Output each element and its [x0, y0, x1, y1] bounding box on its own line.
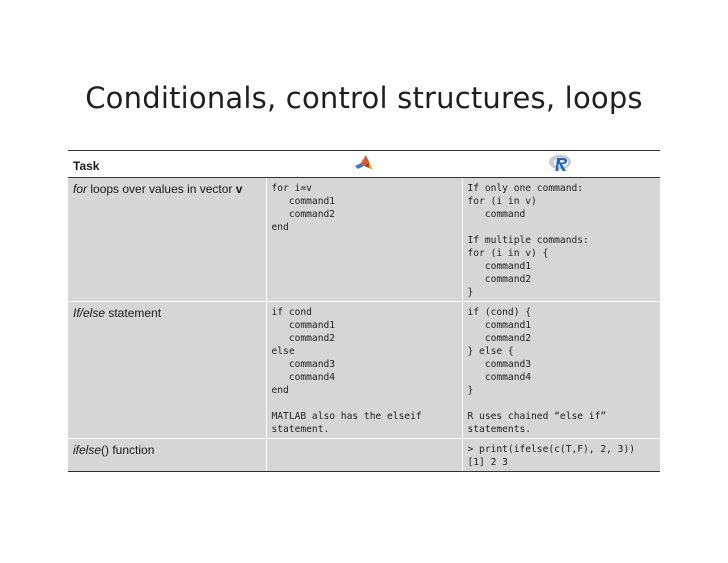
matlab-code-cell: for i=v command1 command2 end: [266, 178, 462, 302]
task-cell: ifelse() function: [68, 439, 266, 472]
table-row: [68, 302, 660, 439]
header-matlab: [266, 151, 462, 178]
matlab-code-cell: if cond command1 command2 else command3 command4 end MATLAB also has the elseif statement.: [266, 302, 462, 439]
comparison-table: [68, 150, 660, 472]
r-logo-icon: [548, 153, 574, 176]
r-code-cell: if (cond) { command1 command2 } else { command3 command4 } R uses chained “else if” statements.: [462, 302, 660, 439]
r-code-cell: If only one command: for (i in v) command If multiple commands: for (i in v) { command1 command2 }: [462, 178, 660, 302]
table-row: [68, 178, 660, 302]
task-cell: If/else statement: [68, 302, 266, 439]
slide-title: Conditionals, control structures, loops: [85, 81, 643, 115]
table-header-row: [68, 151, 660, 178]
header-r: [462, 151, 660, 178]
task-cell: for loops over values in vector v: [68, 178, 266, 302]
matlab-code-cell: [266, 439, 462, 472]
r-code-cell: > print(ifelse(c(T,F), 2, 3)) [1] 2 3: [462, 439, 660, 472]
header-task: Task: [68, 151, 266, 178]
matlab-logo-icon: [354, 154, 374, 175]
table-row: [68, 439, 660, 472]
